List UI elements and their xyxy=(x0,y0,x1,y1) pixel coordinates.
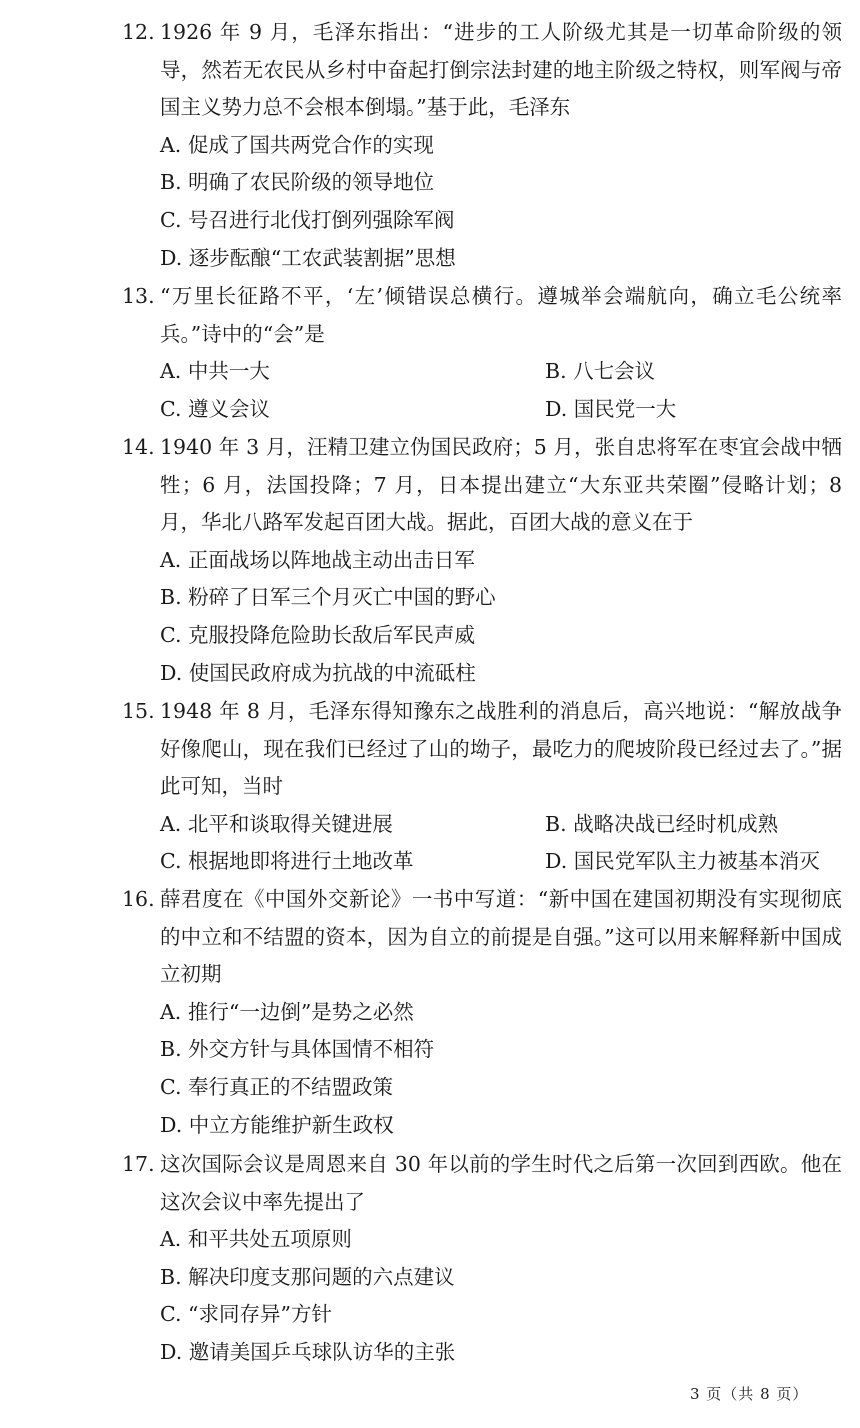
question-stem xyxy=(122,278,842,353)
option-row xyxy=(160,391,842,429)
question-text: 这次国际会议是周恩来自 30 年以前的学生时代之后第一次回到西欧。他在这次会议中率先提出了 xyxy=(160,1152,842,1214)
option-c: C. 奉行真正的不结盟政策 xyxy=(160,1074,393,1099)
question-stem xyxy=(122,693,842,806)
option-b: B. 战略决战已经时机成熟 xyxy=(545,811,779,836)
option-a: A. 和平共处五项原则 xyxy=(160,1227,352,1252)
question-stem xyxy=(122,1146,842,1221)
question-12 xyxy=(122,14,842,277)
option-b: B. 外交方针与具体国情不相符 xyxy=(160,1037,435,1062)
question-17 xyxy=(122,1146,842,1372)
question-stem xyxy=(122,14,842,127)
question-number: 16. xyxy=(122,887,155,911)
option-b: B. 八七会议 xyxy=(545,359,656,384)
option-d: D. 使国民政府成为抗战的中流砥柱 xyxy=(160,660,476,685)
option-c: C. “求同存异”方针 xyxy=(160,1302,332,1327)
question-15 xyxy=(122,693,842,881)
option-a: A. 促成了国共两党合作的实现 xyxy=(160,132,434,157)
option-list xyxy=(122,353,842,428)
page-number: 3 页（共 8 页） xyxy=(690,1385,809,1403)
question-number: 13. xyxy=(122,284,155,308)
option-d: D. 国民党一大 xyxy=(545,396,677,421)
option-a: A. 中共一大 xyxy=(160,359,270,384)
option-list xyxy=(122,542,842,692)
option-row xyxy=(160,806,842,844)
option-c: C. 号召进行北伐打倒列强除军阀 xyxy=(160,207,455,232)
option-list xyxy=(122,994,842,1144)
option-list xyxy=(122,1221,842,1371)
option-d: D. 邀请美国乒乓球队访华的主张 xyxy=(160,1339,456,1364)
question-number: 12. xyxy=(122,20,155,44)
question-16 xyxy=(122,881,842,1144)
question-stem xyxy=(122,881,842,994)
question-text: 薛君度在《中国外交新论》一书中写道：“新中国在建国初期没有实现彻底的中立和不结盟的资本，因为自立的前提是自强。”这可以用来解释新中国成立初期 xyxy=(160,887,842,987)
option-d: D. 国民党军队主力被基本消灭 xyxy=(545,849,820,874)
option-d: D. 逐步酝酿“工农武装割据”思想 xyxy=(160,245,456,270)
question-13 xyxy=(122,278,842,428)
option-c: C. 克服投降危险助长敌后军民声威 xyxy=(160,622,475,647)
question-number: 15. xyxy=(122,699,155,723)
question-stem xyxy=(122,429,842,542)
option-row xyxy=(160,353,842,391)
option-a: A. 推行“一边倒”是势之必然 xyxy=(160,999,414,1024)
option-a: A. 正面战场以阵地战主动出击日军 xyxy=(160,547,475,572)
option-a: A. 北平和谈取得关键进展 xyxy=(160,811,393,836)
option-c: C. 遵义会议 xyxy=(160,396,270,421)
option-d: D. 中立方能维护新生政权 xyxy=(160,1112,394,1137)
question-text: 1940 年 3 月，汪精卫建立伪国民政府；5 月，张自忠将军在枣宜会战中牺牲；6 月，法国投降；7 月，日本提出建立“大东亚共荣圈”侵略计划；8 月，华北八路军发起百团大战。据此，百团大战的意义在于 xyxy=(160,435,842,535)
question-number: 14. xyxy=(122,435,155,459)
question-14 xyxy=(122,429,842,692)
option-list xyxy=(122,806,842,881)
option-b: B. 解决印度支那问题的六点建议 xyxy=(160,1264,455,1289)
option-row xyxy=(160,843,842,881)
option-list xyxy=(122,127,842,277)
question-number: 17. xyxy=(122,1152,155,1176)
option-b: B. 粉碎了日军三个月灭亡中国的野心 xyxy=(160,585,496,610)
question-text: “万里长征路不平，‘左’倾错误总横行。遵城举会端航向，确立毛公统率兵。”诗中的“会”是 xyxy=(160,284,842,346)
option-b: B. 明确了农民阶级的领导地位 xyxy=(160,170,435,195)
option-c: C. 根据地即将进行土地改革 xyxy=(160,849,414,874)
question-text: 1948 年 8 月，毛泽东得知豫东之战胜利的消息后，高兴地说：“解放战争好像爬山，现在我们已经过了山的坳子，最吃力的爬坡阶段已经过去了。”据此可知，当时 xyxy=(160,699,842,799)
question-text: 1926 年 9 月，毛泽东指出：“进步的工人阶级尤其是一切革命阶级的领导，然若无农民从乡村中奋起打倒宗法封建的地主阶级之特权，则军阀与帝国主义势力总不会根本倒塌。”基于此，毛泽东 xyxy=(160,20,842,120)
